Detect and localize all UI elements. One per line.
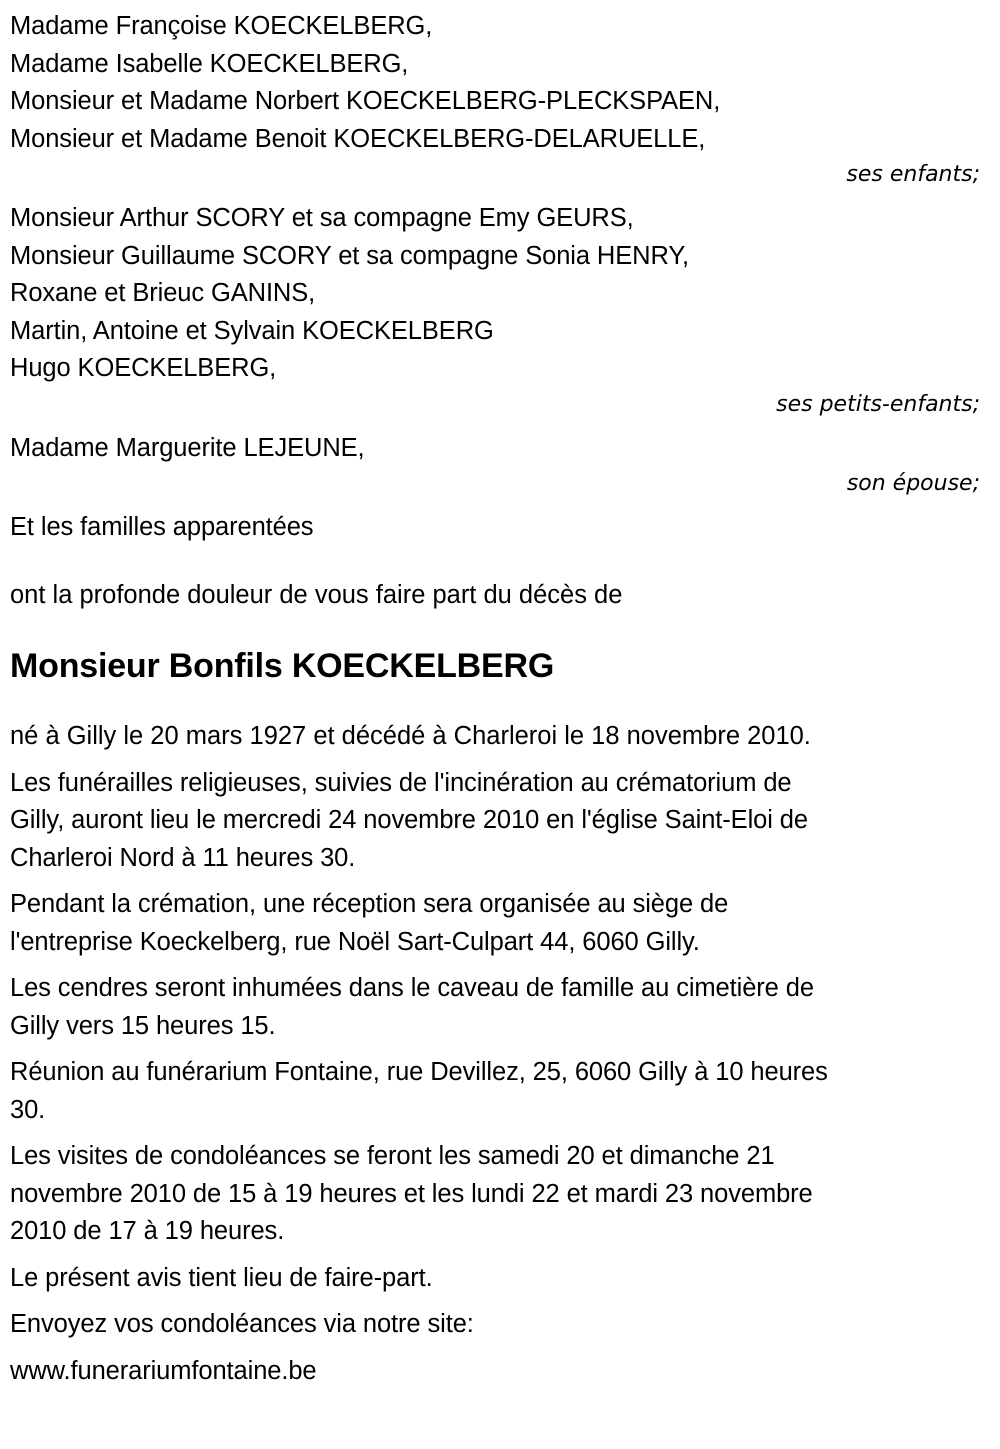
paragraph-line: Charleroi Nord à 11 heures 30. (10, 843, 356, 872)
survivor-name: Madame Isabelle KOECKELBERG, (10, 49, 409, 78)
relationship-caption-children: ses enfants; (846, 162, 980, 187)
detail-paragraph-reception (10, 886, 990, 961)
survivors-spouse-group (10, 430, 990, 502)
funeral-home-website (10, 1353, 990, 1391)
paragraph-line: Le présent avis tient lieu de faire-part. (10, 1263, 433, 1292)
spacer (10, 192, 990, 200)
survivor-name: Madame Françoise KOECKELBERG, (10, 12, 433, 40)
paragraph-line: Envoyez vos condoléances via notre site: (10, 1310, 474, 1338)
birth-death-line: né à Gilly le 20 mars 1927 et décédé à Charleroi le 18 novembre 2010. (10, 722, 811, 750)
spacer (10, 614, 990, 644)
paragraph-line: 2010 de 17 à 19 heures. (10, 1217, 285, 1245)
paragraph-line: Réunion au funérarium Fontaine, rue Devillez, 25, 6060 Gilly à 10 heures (10, 1058, 828, 1086)
survivor-name: Monsieur et Madame Norbert KOECKELBERG-PLECKSPAEN, (10, 87, 721, 115)
survivors-grandchildren-group (10, 200, 990, 422)
spacer (10, 422, 990, 430)
paragraph-line: Les visites de condoléances se feront les samedi 20 et dimanche 21 (10, 1142, 775, 1170)
survivors-children-group (10, 8, 990, 192)
paragraph-line: 30. (10, 1095, 46, 1124)
detail-paragraph-condolence-visits (10, 1138, 990, 1251)
announcement-leadin: ont la profonde douleur de vous faire part du décès de (10, 580, 623, 609)
survivor-name: Monsieur Guillaume SCORY et sa compagne Sonia HENRY, (10, 241, 689, 270)
detail-paragraph-funeral (10, 765, 990, 878)
website-url[interactable]: www.funerariumfontaine.be (10, 1356, 317, 1385)
spacer (10, 501, 990, 509)
paragraph-line: Gilly, auront lieu le mercredi 24 novembre 2010 en l'église Saint-Eloi de (10, 806, 808, 834)
deceased-name-heading: Monsieur Bonfils KOECKELBERG (10, 647, 555, 685)
paragraph-line: Gilly vers 15 heures 15. (10, 1011, 276, 1040)
survivor-name: Hugo KOECKELBERG, (10, 354, 277, 382)
detail-paragraph-gathering (10, 1054, 990, 1129)
survivor-name: Martin, Antoine et Sylvain KOECKELBERG (10, 316, 494, 345)
paragraph-line: Les cendres seront inhumées dans le caveau de famille au cimetière de (10, 974, 814, 1002)
paragraph-line: Les funérailles religieuses, suivies de l'incinération au crématorium de (10, 768, 792, 797)
survivor-name: Roxane et Brieuc GANINS, (10, 279, 316, 307)
relationship-caption-spouse: son épouse; (846, 471, 980, 496)
extended-family-line: Et les familles apparentées (10, 513, 314, 541)
relationship-caption-grandchildren: ses petits-enfants; (776, 391, 980, 417)
survivor-name: Monsieur et Madame Benoit KOECKELBERG-DELARUELLE, (10, 124, 706, 153)
paragraph-line: l'entreprise Koeckelberg, rue Noël Sart-Culpart 44, 6060 Gilly. (10, 927, 700, 956)
paragraph-line: novembre 2010 de 15 à 19 heures et les lundi 22 et mardi 23 novembre (10, 1179, 813, 1208)
survivor-name: Monsieur Arthur SCORY et sa compagne Emy GEURS, (10, 204, 634, 232)
detail-paragraph-online-condolences (10, 1306, 990, 1344)
detail-paragraph-notice (10, 1260, 990, 1298)
detail-paragraph-burial (10, 970, 990, 1045)
spacer (10, 547, 990, 577)
survivor-name: Madame Marguerite LEJEUNE, (10, 433, 365, 462)
paragraph-line: Pendant la crémation, une réception sera organisée au siège de (10, 890, 729, 918)
spacer (10, 688, 990, 718)
